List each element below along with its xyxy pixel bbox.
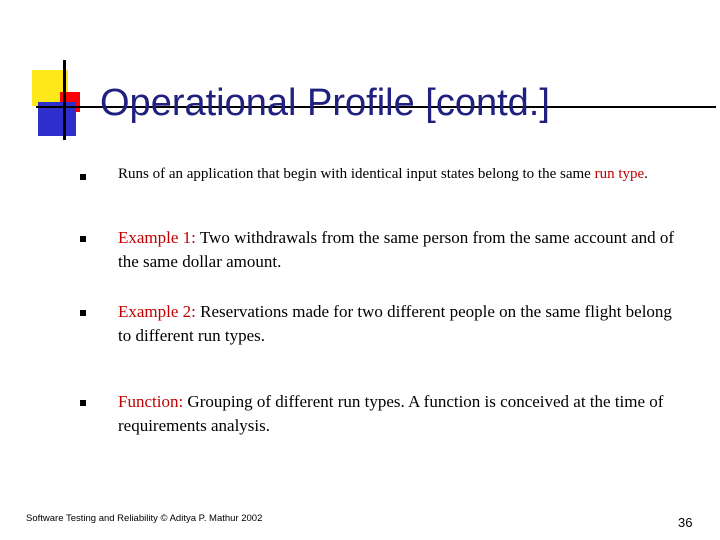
- bullet-text-3: [118, 300, 680, 348]
- bullet-1-body: Runs of an application that begin with identical input states belong to the same: [118, 166, 595, 182]
- bullet-3-body: Reservations made for two different people on the same flight belong to different run types.: [118, 302, 672, 345]
- bullet-2-body: Two withdrawals from the same person from the same account and of the same dollar amount.: [118, 228, 675, 271]
- bullet-1-tail: .: [644, 166, 648, 182]
- bullet-square-icon: [80, 310, 86, 316]
- bullet-item-4: [80, 390, 680, 438]
- bullet-1-highlight: run type: [594, 166, 645, 182]
- bullet-text-4: [118, 390, 680, 438]
- bullet-square-icon: [80, 174, 86, 180]
- bullet-item-1: [80, 164, 680, 184]
- bullet-4-body: Grouping of different run types. A function is conceived at the time of requirements analysis.: [118, 392, 664, 435]
- bullet-item-3: [80, 300, 680, 348]
- bullet-text-2: [118, 226, 680, 274]
- footer-copyright: Software Testing and Reliability © Aditya P. Mathur 2002: [26, 513, 263, 524]
- bullet-square-icon: [80, 400, 86, 406]
- slide-title: Operational Profile [contd.]: [100, 82, 550, 124]
- page-number: 36: [678, 515, 693, 530]
- bullet-2-label: Example 1:: [118, 228, 196, 247]
- bullet-4-label: Function:: [118, 392, 184, 411]
- logo-vertical-line: [63, 60, 66, 140]
- bullet-square-icon: [80, 236, 86, 242]
- bullet-text-1: [118, 164, 648, 184]
- bullet-item-2: [80, 226, 680, 274]
- bullet-3-label: Example 2:: [118, 302, 196, 321]
